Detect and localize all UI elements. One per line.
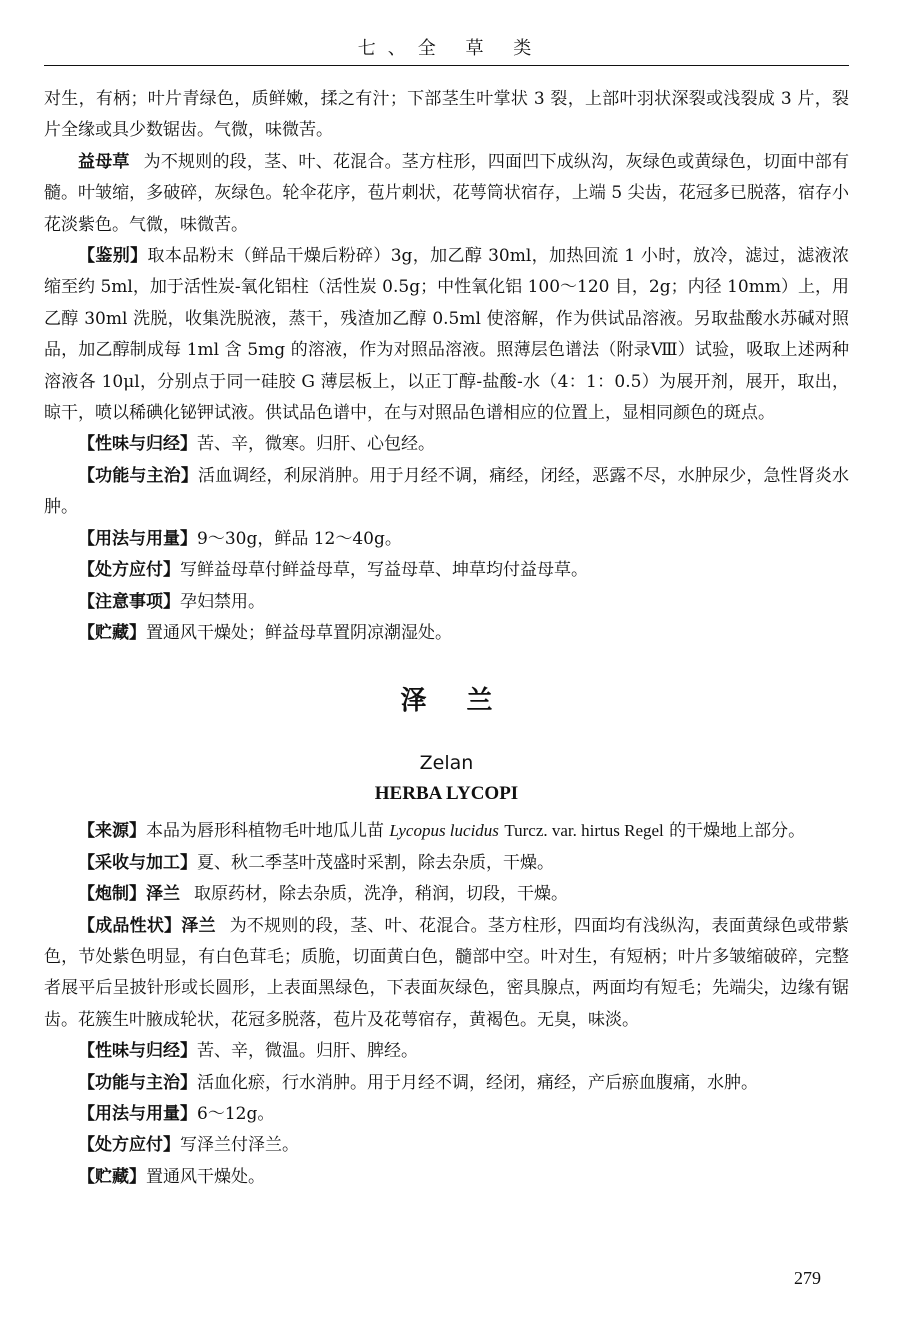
zelan-harvest-paragraph — [44, 848, 849, 879]
zelan-latin-title: HERBA LYCOPI — [374, 783, 519, 805]
yimucao-paragraph — [44, 147, 849, 241]
zelan-function-paragraph — [44, 1068, 849, 1099]
zelan-storage-paragraph — [44, 1162, 849, 1193]
prescription-text: 写鲜益母草付鲜益母草，写益母草、坤草均付益母草。 — [180, 560, 588, 581]
identification-label: 【鉴别】 — [78, 246, 148, 267]
zelan-title: 泽兰 — [400, 686, 533, 717]
precaution-paragraph — [44, 587, 849, 618]
storage-paragraph — [44, 618, 849, 649]
zelan-product-text: 为不规则的段，茎、叶、花混合。茎方柱形，四面均有浅纵沟，表面黄绿色或带紫色，节处紫色明显，有白色茸毛；质脆，切面黄白色，髓部中空。叶对生，有短柄；叶片多皱缩破碎，完整者展平后呈披针形或长圆形，上表面黑绿色，下表面灰绿色，密具腺点，两面均有短毛；先端尖，边缘有锯齿。花簇生叶腋成轮状，花冠多脱落，苞片及花萼宿存，黄褐色。无臭，味淡。 — [44, 915, 850, 1030]
yimucao-headword: 益母草 — [78, 151, 130, 172]
continuation-paragraph: 对生，有柄；叶片青绿色，质鲜嫩，揉之有汁；下部茎生叶掌状 3 裂，上部叶羽状深裂或浅裂成 3 片，裂片全缘或具少数锯齿。气微，味微苦。 — [44, 89, 849, 141]
precaution-label: 【注意事项】 — [78, 591, 180, 612]
zelan-prescription-label: 【处方应付】 — [78, 1135, 180, 1156]
zelan-pinyin: Zelan — [419, 752, 474, 775]
zelan-product-subhead: 泽兰 — [181, 915, 216, 936]
storage-text: 置通风干燥处；鲜益母草置阴凉潮湿处。 — [146, 622, 452, 643]
page-body — [44, 84, 849, 1193]
header-rule — [44, 65, 849, 66]
zelan-storage-label: 【贮藏】 — [78, 1166, 146, 1187]
function-paragraph — [44, 461, 849, 524]
dosage-text: 9～30g，鲜品 12～40g。 — [197, 528, 402, 549]
prescription-label: 【处方应付】 — [78, 560, 180, 581]
zelan-storage-text: 置通风干燥处。 — [146, 1166, 265, 1187]
zelan-harvest-label: 【采收与加工】 — [78, 852, 197, 873]
zelan-nature-text: 苦、辛，微温。归肝、脾经。 — [197, 1041, 418, 1062]
function-text: 活血调经，利尿消肿。用于月经不调，痛经，闭经，恶露不尽，水肿尿少，急性肾炎水肿。 — [44, 465, 850, 518]
running-header: 七、全 草 类 — [357, 38, 544, 59]
yimucao-description: 为不规则的段，茎、叶、花混合。茎方柱形，四面凹下成纵沟，灰绿色或黄绿色，切面中部有髓。叶皱缩，多破碎，灰绿色。轮伞花序，苞片刺状，花萼筒状宿存，上端 5 尖齿，花冠多已脱落，宿存小花淡紫色。气微，味微苦。 — [44, 151, 850, 235]
zelan-dosage-text: 6～12g。 — [197, 1103, 275, 1124]
zelan-source-tail: 的干燥地上部分。 — [669, 821, 806, 842]
identification-text: 取本品粉末（鲜品干燥后粉碎）3g，加乙醇 30ml，加热回流 1 小时，放冷，滤过，滤液浓缩至约 5ml，加于活性炭-氧化铝柱（活性炭 0.5g；中性氧化铝 100～120 目，2g；内径 10mm）上，用乙醇 30ml 洗脱，收集洗脱液，蒸干，残渣加乙醇 0.5ml 使溶解，作为供试品溶液。另取盐酸水苏碱对照品，加乙醇制成每 1ml 含 5mg 的溶液，作为对照品溶液。照薄层色谱法（附录Ⅷ）试验，吸取上述两种溶液各 10μl，分别点于同一硅胶 G 薄层板上，以正丁醇-盐酸-水（4：1：0.5）为展开剂，展开，取出，晾干，喷以稀碘化铋钾试液。供试品色谱中，在与对照品色谱相应的位置上，显相同颜色的斑点。 — [44, 246, 849, 424]
zelan-processing-paragraph — [44, 879, 849, 910]
zelan-nature-label: 【性味与归经】 — [78, 1041, 197, 1062]
identification-paragraph — [44, 241, 849, 429]
zelan-source-paragraph — [44, 815, 849, 847]
precaution-text: 孕妇禁用。 — [180, 591, 265, 612]
storage-label: 【贮藏】 — [78, 622, 146, 643]
zelan-source-text: 本品为唇形科植物毛叶地瓜儿苗 — [146, 821, 384, 842]
zelan-nature-paragraph — [44, 1036, 849, 1067]
nature-label: 【性味与归经】 — [78, 434, 197, 455]
zelan-processing-text: 取原药材，除去杂质，洗净，稍润，切段，干燥。 — [194, 884, 568, 905]
dosage-paragraph — [44, 524, 849, 555]
zelan-function-label: 【功能与主治】 — [78, 1072, 197, 1093]
zelan-prescription-paragraph — [44, 1130, 849, 1161]
nature-text: 苦、辛，微寒。归肝、心包经。 — [197, 434, 435, 455]
function-label: 【功能与主治】 — [78, 465, 198, 486]
zelan-product-label: 【成品性状】 — [78, 915, 182, 936]
zelan-harvest-text: 夏、秋二季茎叶茂盛时采割，除去杂质，干燥。 — [197, 852, 554, 873]
zelan-dosage-paragraph — [44, 1099, 849, 1130]
zelan-processing-subhead: 泽兰 — [146, 884, 180, 905]
page-number: 279 — [794, 1268, 821, 1288]
zelan-latin-species: Lycopus lucidus — [389, 821, 499, 841]
zelan-prescription-text: 写泽兰付泽兰。 — [180, 1135, 299, 1156]
zelan-product-paragraph — [44, 911, 849, 1037]
zelan-function-text: 活血化瘀，行水消肿。用于月经不调，经闭，痛经，产后瘀血腹痛，水肿。 — [197, 1072, 758, 1093]
prescription-paragraph — [44, 555, 849, 586]
zelan-processing-label: 【炮制】 — [78, 884, 146, 905]
zelan-latin-variety: Turcz. var. hirtus Regel — [504, 821, 664, 841]
zelan-dosage-label: 【用法与用量】 — [78, 1103, 197, 1124]
nature-paragraph — [44, 429, 849, 460]
zelan-source-label: 【来源】 — [78, 821, 146, 842]
dosage-label: 【用法与用量】 — [78, 528, 197, 549]
